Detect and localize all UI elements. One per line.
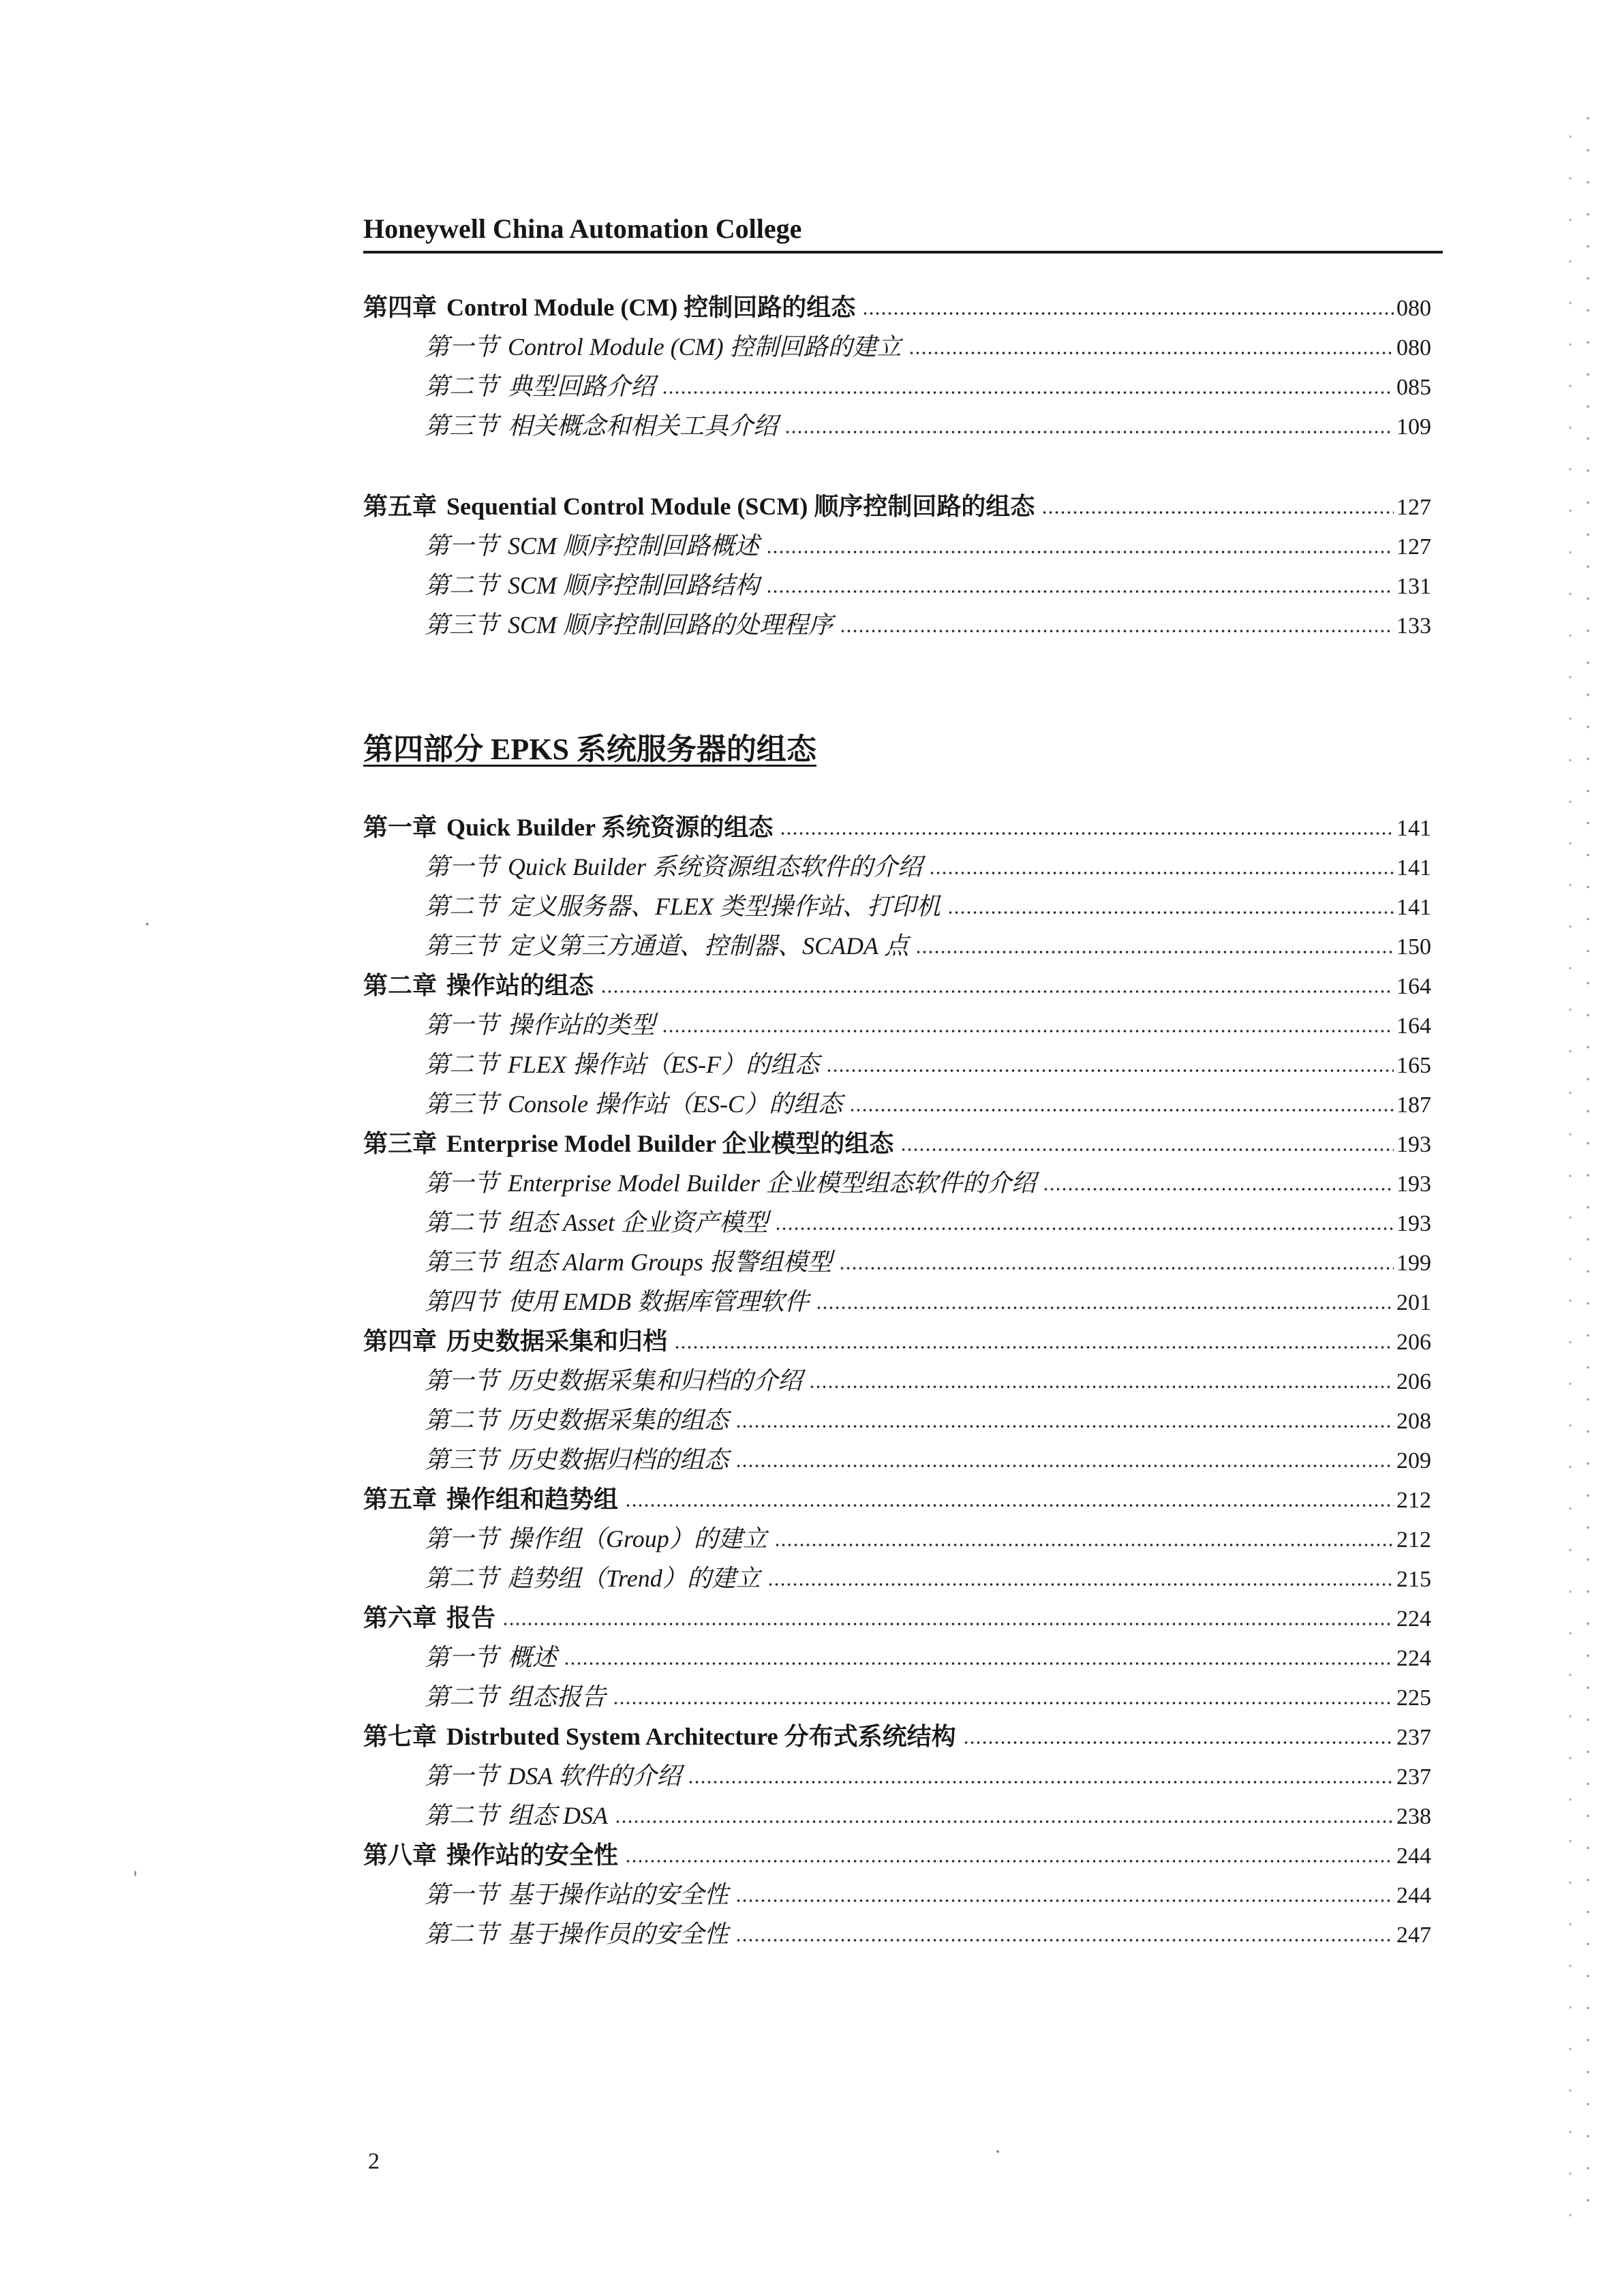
dot-leader <box>915 950 1394 954</box>
dot-leader <box>929 871 1394 875</box>
toc-section-entry <box>363 367 1431 406</box>
scan-speck <box>996 2150 999 2153</box>
entry-title: Enterprise Model Builder 企业模型组态软件的介绍 <box>508 1169 1036 1197</box>
entry-number: 第二节 <box>425 373 499 400</box>
toc-section-entry <box>363 1163 1431 1203</box>
toc-section-entry <box>363 566 1431 605</box>
entry-number: 第二节 <box>425 1920 499 1948</box>
entry-number: 第一节 <box>425 1881 499 1908</box>
entry-title: 定义第三方通道、控制器、SCADA 点 <box>508 932 909 960</box>
entry-number: 第三节 <box>425 412 499 440</box>
toc-section-entry <box>363 1796 1431 1835</box>
dot-leader <box>662 391 1394 395</box>
running-header-title: Honeywell China Automation College <box>363 213 802 244</box>
dot-leader <box>809 1385 1394 1389</box>
entry-number: 第八章 <box>363 1841 438 1869</box>
toc-chapter <box>363 487 1431 645</box>
entry-title: 组态 DSA <box>508 1802 609 1829</box>
toc-section-entry <box>363 1677 1431 1717</box>
entry-title: 趋势组（Trend）的建立 <box>508 1565 761 1592</box>
header-rule <box>363 251 1443 254</box>
toc-chapter <box>363 966 1431 1124</box>
toc-section-entry <box>363 1519 1431 1559</box>
entry-title: 使用 EMDB 数据库管理软件 <box>508 1288 809 1315</box>
entry-number: 第三节 <box>425 1446 499 1473</box>
dot-leader <box>662 1029 1394 1033</box>
scan-speck <box>146 923 149 925</box>
entry-page-number: 141 <box>1396 855 1431 881</box>
entry-page-number: 193 <box>1396 1172 1431 1197</box>
entry-number: 第五章 <box>363 1486 438 1513</box>
dot-leader <box>900 1148 1394 1152</box>
entry-title: FLEX 操作站（ES-F）的组态 <box>508 1051 819 1078</box>
toc-chapter-entry <box>363 1480 1431 1519</box>
entry-title: 历史数据采集和归档 <box>446 1328 668 1355</box>
entry-page-number: 237 <box>1396 1725 1431 1750</box>
entry-page-number: 237 <box>1396 1764 1431 1790</box>
toc-section-entry <box>363 526 1431 566</box>
entry-page-number: 206 <box>1396 1330 1431 1355</box>
dot-leader <box>502 1622 1394 1626</box>
toc-chapter-entry <box>363 966 1431 1005</box>
toc-section-entry <box>363 1756 1431 1796</box>
entry-number: 第二节 <box>425 893 499 920</box>
entry-page-number: 127 <box>1396 534 1431 560</box>
part-heading: 第四部分 EPKS 系统服务器的组态 <box>363 733 816 766</box>
entry-page-number: 193 <box>1396 1211 1431 1236</box>
dot-leader <box>600 990 1394 994</box>
entry-number: 第一节 <box>425 1762 499 1790</box>
entry-number: 第一章 <box>363 814 438 841</box>
entry-number: 第一节 <box>425 1644 499 1671</box>
dot-leader <box>826 1069 1394 1073</box>
entry-number: 第七章 <box>363 1723 438 1750</box>
dot-leader <box>862 311 1394 316</box>
toc-section-entry <box>363 1084 1431 1124</box>
toc-section-entry <box>363 926 1431 966</box>
dot-leader <box>674 1345 1394 1349</box>
toc-section-entry <box>363 1875 1431 1914</box>
entry-page-number: 193 <box>1396 1132 1431 1157</box>
entry-number: 第二节 <box>425 1209 499 1236</box>
toc-chapter <box>363 808 1431 966</box>
toc-section-entry <box>363 605 1431 645</box>
entry-page-number: 164 <box>1396 1013 1431 1039</box>
toc-chapter <box>363 1124 1431 1321</box>
entry-number: 第二节 <box>425 1802 499 1829</box>
entry-page-number: 080 <box>1396 335 1431 361</box>
entry-number: 第三节 <box>425 932 499 960</box>
dot-leader <box>1041 510 1394 515</box>
entry-number: 第四章 <box>363 1328 438 1355</box>
entry-title: Quick Builder 系统资源组态软件的介绍 <box>508 853 922 881</box>
entry-title: Control Module (CM) 控制回路的建立 <box>508 333 902 361</box>
entry-number: 第三章 <box>363 1130 438 1157</box>
toc-section-entry <box>363 1005 1431 1045</box>
entry-title: 历史数据采集和归档的介绍 <box>508 1367 803 1394</box>
entry-title: 定义服务器、FLEX 类型操作站、打印机 <box>508 893 941 920</box>
toc-section-entry <box>363 887 1431 926</box>
entry-number: 第五章 <box>363 493 438 520</box>
entry-page-number: 206 <box>1396 1369 1431 1394</box>
entry-title: 组态报告 <box>508 1683 607 1711</box>
toc-chapter-entry <box>363 1835 1431 1875</box>
toc-section-entry <box>363 1440 1431 1480</box>
dot-leader <box>784 430 1394 434</box>
entry-title: SCM 顺序控制回路的处理程序 <box>508 611 834 639</box>
entry-number: 第二章 <box>363 972 438 999</box>
scan-edge-specks <box>1565 102 1600 2229</box>
entry-page-number: 141 <box>1396 816 1431 841</box>
dot-leader <box>1043 1187 1394 1191</box>
entry-title: 操作组（Group）的建立 <box>508 1525 767 1552</box>
entry-title: 操作组和趋势组 <box>446 1486 619 1513</box>
toc-chapter-entry <box>363 288 1431 327</box>
entry-title: 概述 <box>508 1644 557 1671</box>
entry-title: Sequential Control Module (SCM) 顺序控制回路的组态 <box>446 493 1035 520</box>
entry-page-number: 131 <box>1396 574 1431 599</box>
entry-page-number: 150 <box>1396 934 1431 960</box>
dot-leader <box>839 1266 1394 1270</box>
entry-page-number: 215 <box>1396 1567 1431 1592</box>
toc-chapter-entry <box>363 1717 1431 1756</box>
entry-title: DSA 软件的介绍 <box>508 1762 682 1790</box>
toc-chapter <box>363 1480 1431 1598</box>
entry-number: 第三节 <box>425 1090 499 1118</box>
toc-section-entry <box>363 1400 1431 1440</box>
dot-leader <box>766 590 1394 594</box>
dot-leader <box>625 1859 1394 1863</box>
entry-page-number: 212 <box>1396 1488 1431 1513</box>
page-number: 2 <box>368 2149 380 2174</box>
entry-page-number: 187 <box>1396 1092 1431 1118</box>
entry-page-number: 244 <box>1396 1843 1431 1869</box>
entry-title: 相关概念和相关工具介绍 <box>508 412 778 440</box>
scan-speck <box>134 1871 136 1876</box>
entry-title: Control Module (CM) 控制回路的组态 <box>446 294 856 321</box>
dot-leader <box>766 550 1394 554</box>
entry-title: Console 操作站（ES-C）的组态 <box>508 1090 843 1118</box>
entry-number: 第一节 <box>425 1525 499 1552</box>
entry-number: 第三节 <box>425 611 499 639</box>
entry-number: 第二节 <box>425 1407 499 1434</box>
toc-chapter <box>363 288 1431 446</box>
toc-section-entry <box>363 327 1431 367</box>
dot-leader <box>735 1899 1394 1903</box>
toc-section-entry <box>363 1203 1431 1242</box>
entry-number: 第六章 <box>363 1604 438 1632</box>
toc-section-entry <box>363 1361 1431 1400</box>
toc-part-chapter-list <box>363 808 1431 1954</box>
entry-title: SCM 顺序控制回路结构 <box>508 572 760 599</box>
dot-leader <box>774 1543 1394 1547</box>
entry-page-number: 133 <box>1396 613 1431 639</box>
toc-chapter <box>363 1835 1431 1954</box>
entry-page-number: 109 <box>1396 414 1431 440</box>
toc-section-entry <box>363 847 1431 887</box>
toc-section-entry <box>363 1242 1431 1282</box>
dot-leader <box>849 1108 1394 1112</box>
dot-leader <box>688 1780 1394 1784</box>
entry-title: 历史数据归档的组态 <box>508 1446 729 1473</box>
entry-title: SCM 顺序控制回路概述 <box>508 532 760 560</box>
entry-title: 报告 <box>446 1604 496 1632</box>
dot-leader <box>735 1938 1394 1942</box>
toc-section-entry <box>363 406 1431 446</box>
entry-title: 基于操作站的安全性 <box>508 1881 729 1908</box>
toc-chapter <box>363 1598 1431 1717</box>
entry-page-number: 247 <box>1396 1923 1431 1948</box>
dot-leader <box>963 1741 1394 1745</box>
entry-number: 第一节 <box>425 1169 499 1197</box>
entry-title: 操作站的组态 <box>446 972 594 999</box>
entry-title: 历史数据采集的组态 <box>508 1407 729 1434</box>
dot-leader <box>908 351 1394 355</box>
entry-number: 第一节 <box>425 532 499 560</box>
toc-chapter-entry <box>363 487 1431 526</box>
entry-title: Distrbuted System Architecture 分布式系统结构 <box>446 1723 956 1750</box>
entry-page-number: 208 <box>1396 1409 1431 1434</box>
entry-title: Enterprise Model Builder 企业模型的组态 <box>446 1130 894 1157</box>
dot-leader <box>564 1662 1394 1666</box>
dot-leader <box>613 1701 1394 1705</box>
entry-number: 第一节 <box>425 333 499 361</box>
dot-leader <box>767 1582 1394 1587</box>
toc-section-entry <box>363 1282 1431 1321</box>
entry-number: 第四章 <box>363 294 438 321</box>
dot-leader <box>775 1227 1394 1231</box>
entry-number: 第二节 <box>425 1683 499 1711</box>
entry-page-number: 238 <box>1396 1804 1431 1829</box>
toc-section-entry <box>363 1045 1431 1084</box>
entry-page-number: 141 <box>1396 895 1431 920</box>
entry-page-number: 199 <box>1396 1251 1431 1276</box>
entry-page-number: 212 <box>1396 1527 1431 1552</box>
entry-page-number: 165 <box>1396 1053 1431 1078</box>
dot-leader <box>735 1424 1394 1428</box>
dot-leader <box>615 1820 1394 1824</box>
entry-page-number: 209 <box>1396 1448 1431 1473</box>
entry-title: 典型回路介绍 <box>508 373 656 400</box>
entry-title: 操作站的安全性 <box>446 1841 619 1869</box>
toc-chapter <box>363 1717 1431 1835</box>
entry-number: 第四节 <box>425 1288 499 1315</box>
entry-number: 第二节 <box>425 1565 499 1592</box>
entry-page-number: 225 <box>1396 1685 1431 1711</box>
toc-chapter-entry <box>363 1124 1431 1163</box>
entry-page-number: 224 <box>1396 1646 1431 1671</box>
entry-page-number: 127 <box>1396 495 1431 520</box>
entry-number: 第二节 <box>425 1051 499 1078</box>
dot-leader <box>840 629 1394 633</box>
dot-leader <box>780 831 1394 836</box>
entry-page-number: 080 <box>1396 296 1431 321</box>
entry-page-number: 201 <box>1396 1290 1431 1315</box>
entry-number: 第一节 <box>425 1367 499 1394</box>
toc-chapter-entry <box>363 1598 1431 1638</box>
entry-number: 第二节 <box>425 572 499 599</box>
entry-title: 操作站的类型 <box>508 1011 656 1039</box>
entry-title: 组态 Alarm Groups 报警组模型 <box>508 1249 832 1276</box>
entry-title: Quick Builder 系统资源的组态 <box>446 814 774 841</box>
dot-leader <box>735 1464 1394 1468</box>
toc-section-entry <box>363 1914 1431 1954</box>
entry-title: 组态 Asset 企业资产模型 <box>508 1209 769 1236</box>
entry-page-number: 085 <box>1396 375 1431 400</box>
toc-chapter-list <box>363 288 1431 645</box>
toc-chapter-entry <box>363 808 1431 847</box>
toc-chapter <box>363 1321 1431 1480</box>
toc-section-entry <box>363 1559 1431 1598</box>
entry-number: 第三节 <box>425 1249 499 1276</box>
dot-leader <box>816 1306 1394 1310</box>
dot-leader <box>625 1503 1394 1507</box>
toc-section-entry <box>363 1638 1431 1677</box>
toc-chapter-entry <box>363 1321 1431 1361</box>
entry-page-number: 244 <box>1396 1883 1431 1908</box>
entry-page-number: 224 <box>1396 1606 1431 1632</box>
entry-page-number: 164 <box>1396 974 1431 999</box>
dot-leader <box>947 910 1394 915</box>
entry-number: 第一节 <box>425 1011 499 1039</box>
entry-title: 基于操作员的安全性 <box>508 1920 729 1948</box>
entry-number: 第一节 <box>425 853 499 881</box>
